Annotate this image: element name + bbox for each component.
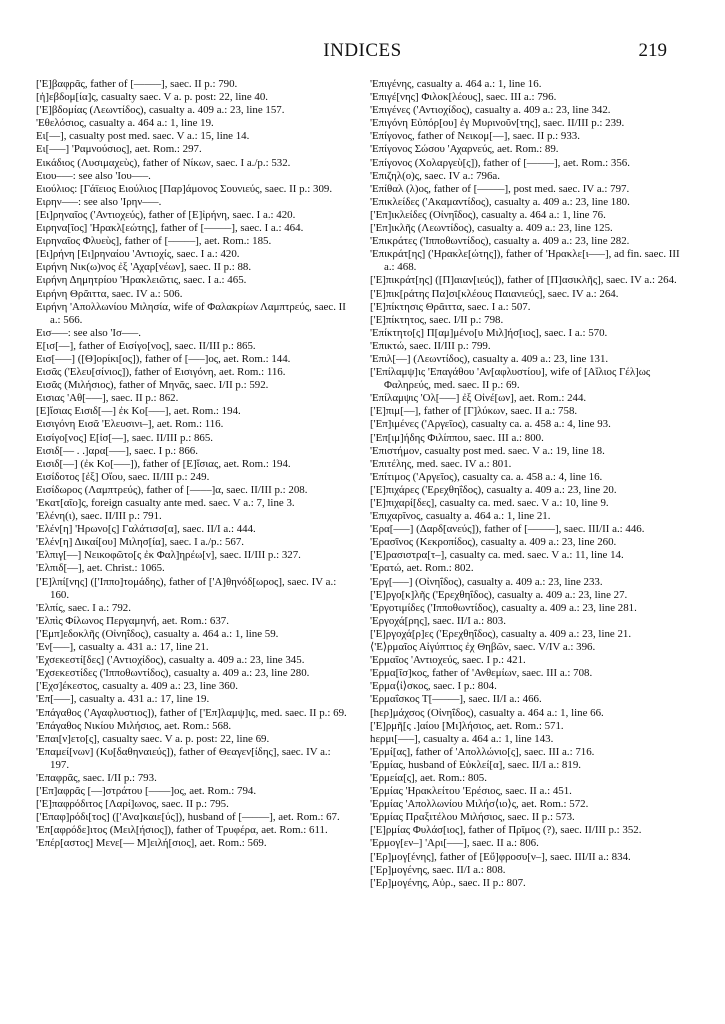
index-entry: 'Ερμαῖος 'Αντιοχεύς, saec. I p.: 421.: [370, 654, 526, 667]
index-entry: [Ε]ἴσιας Εισιδ[––] ἐκ Κο[–––], aet. Rom.: 194.: [36, 405, 241, 418]
index-entry: ['Επαφ]ρόδι[τος] (['Ανα]καιε[ύς]), husband of [–––––], aet. Rom.: 67.: [36, 811, 340, 824]
index-entry: 'Επικτώ, saec. II/III p.: 799.: [370, 339, 491, 352]
index-entry: 'Επιτέλης, med. saec. IV a.: 801.: [370, 457, 512, 470]
index-entry: [hερ]μάχσος (Οἰνηΐδος), casualty a. 464 a.: 1, line 66.: [370, 706, 604, 719]
index-entry: 'Ελπίς, saec. I a.: 792.: [36, 601, 131, 614]
index-entry: 'Εργ[–––] (Οἰνηΐδος), casualty a. 409 a.: 23, line 233.: [370, 575, 603, 588]
index-entry: 'Εθελόσιος, casualty a. 464 a.: 1, line 19.: [36, 117, 214, 130]
index-entry: 'Ελέν[η] Δικαί[ου] Μιλησ[ία], saec. I a./p.: 567.: [36, 536, 245, 549]
index-entry: 'Επιγένης, casualty a. 464 a.: 1, line 16.: [370, 78, 542, 90]
index-entry: 'Ερμα⟨ἰ⟩σκος, saec. I p.: 804.: [370, 680, 497, 693]
index-entry: ['Επίλαμψ]ις 'Επαγάθου 'Αν[αφλυστίου], wife of [Αἴλιος Γέλ]ως Φαληρεύς, med. saec. II p.: 69.: [370, 366, 651, 392]
index-entry: Ειρήνη Δημητρίου 'Ηρακλειῶτις, saec. I a.: 465.: [36, 274, 247, 287]
index-entry: 'Επιχαρῖνος, casualty a. 464 a.: 1, line 21.: [370, 510, 551, 523]
index-entry: Εισ[–––] ([Θ]ορίκι[ος]), father of [–––]ος, aet. Rom.: 144.: [36, 352, 291, 365]
index-entry: 'Επαμεί[νων] (Κυ[δαθηναιεύς]), father of Θεαγεν[ίδης], saec. IV a.: 197.: [36, 745, 331, 771]
index-entry: 'Ελπὶς Φίλωνος Περγαμηνή, aet. Rom.: 637.: [36, 614, 229, 627]
index-entry: 'Εργοχά[ρης], saec. II/I a.: 803.: [370, 614, 506, 627]
index-entry: 'Επαφρᾶς, saec. I/II p.: 793.: [36, 771, 157, 784]
index-entry: Εισιδ[–– . .]αρα[–––], saec. I p.: 866.: [36, 444, 198, 457]
index-entry: 'Επέρ[αστος] Μενε[–– Μ]ειλή[σιος], aet. Rom.: 569.: [36, 837, 267, 850]
index-entry: Εισᾶς ('Ελευ[σίνιος]), father of Εισιγόνη, aet. Rom.: 116.: [36, 366, 286, 379]
index-entry: 'Ερατώ, aet. Rom.: 802.: [370, 562, 474, 575]
index-entry: ['Ε]ργοχά[ρ]ες ('Ερεχθηΐδος), casualty a. 409 a.: 23, line 21.: [370, 627, 632, 640]
page-header: [0, 40, 725, 66]
index-entry: 'Επίκτητο[ς] Π[αμ]μένο[υ Μιλ]ήσ[ιος], saec. I a.: 570.: [370, 326, 608, 339]
index-entry: 'Επικλείδες ('Ακαμαντίδος), casualty a. 409 a.: 23, line 180.: [370, 195, 630, 208]
index-entry: 'Εχσεκεστίδες ('Ιπποθωντίδος), casualty a. 409 a.: 23, line 280.: [36, 667, 310, 680]
index-entry: 'Ερμα[ῖσ]κος, father of 'Ανθεμίων, saec. III a.: 708.: [370, 667, 593, 680]
index-entry: 'Ελέν[η] 'Ηρωνο[ς] Γαλάτισσ[α], saec. II/I a.: 444.: [36, 523, 256, 536]
index-entry: ['Ε]βαφρᾶς, father of [–––––], saec. II p.: 790.: [36, 78, 238, 90]
index-entry: ['Ε]πίκτησις Θρᾶιττα, saec. I a.: 507.: [370, 300, 531, 313]
index-entry: 'Ερμίας 'Ηρακλείτου 'Ερέσιος, saec. II a.: 451.: [370, 785, 572, 798]
running-title: INDICES: [323, 40, 402, 61]
page-number: 219: [638, 40, 667, 61]
index-entry: 'Ερασῖνος (Κεκροπίδος), casualty a. 409 a.: 23, line 260.: [370, 536, 617, 549]
index-entry: Ει[–––] 'Ραμνούσιος], aet. Rom.: 297.: [36, 143, 202, 156]
index-entry: 'Επίγονος Σώσου 'Αχαρνεύς, aet. Rom.: 89.: [370, 143, 559, 156]
index-entry: Εισίγο[νος] Ε[ἰσ[––], saec. II/III p.: 865.: [36, 431, 214, 444]
index-entry: 'Επ[–––], casualty a. 431 a.: 17, line 19.: [36, 693, 210, 706]
index-entry: ['Εμπ]εδοκλῆς (Οἰνηΐδος), casualty a. 464 a.: 1, line 59.: [36, 627, 279, 640]
index-entry: 'Επίτιμος ('Αργεῖος), casualty ca. a. 458 a.: 4, line 16.: [370, 470, 603, 483]
index-entry: 'Εχσεκεστί[δες] ('Αντιοχίδος), casualty a. 409 a.: 23, line 345.: [36, 654, 305, 667]
index-entry: 'Επικράτες ('Ιπποθωντίδος), casualty a. 409 a.: 23, line 282.: [370, 235, 630, 248]
index-entry: 'Επιγένες ('Αντιοχίδος), casualty a. 409 a.: 23, line 342.: [370, 104, 611, 117]
index-entry: 'Εργοτιμίδες ('Ιπποθωντίδος), casualty a. 409 a.: 23, line 281.: [370, 601, 637, 614]
index-entry: 'Ερμί[ας], father of 'Απολλώνιο[ς], saec. III a.: 716.: [370, 745, 595, 758]
index-entry: 'Επίλαμψις 'Ολ[–––] ἐξ Οἰνέ[ων], aet. Rom.: 244.: [370, 392, 587, 405]
index-entry: Εισίδωρος (Λαμπτρεύς), father of [––––]α, saec. II/III p.: 208.: [36, 483, 308, 496]
index-entry: 'Ερμαΐσκος Τ[–––––], saec. II/I a.: 466.: [370, 693, 542, 706]
index-entry: Εισ–––: see also 'Ισ–––.: [36, 326, 141, 339]
index-entry: ['Ε]παφρόδιτος [Λαρί]ωνος, saec. II p.: 795.: [36, 798, 229, 811]
index-entry: ['Ε]ρμίας Φυλάσ[ιος], father of Πρῖμος (?), saec. II/III p.: 352.: [370, 824, 642, 837]
index-entry: Ειούλιος: [Γάϊειος Ειούλιος [Παρ]άμονος Σουνιεύς, saec. II p.: 309.: [36, 182, 333, 195]
index-entry: 'Ερμογ[εν–] 'Αρι[–––], saec. II a.: 806.: [370, 837, 539, 850]
index-entry: 'Ερμεία[ς], aet. Rom.: 805.: [370, 771, 487, 784]
index-entry: ['Ε]πιχάρες ('Ερεχθηΐδος), casualty a. 409 a.: 23, line 20.: [370, 483, 617, 496]
index-entry: ['Ε]ρασιστρα[τ–], casualty ca. med. saec. V a.: 11, line 14.: [370, 549, 624, 562]
index-entry: Εισᾶς (Μιλήσιος), father of Μηνᾶς, saec. I/II p.: 592.: [36, 379, 269, 392]
index-entry: Ειρην–––: see also 'Ιρην–––.: [36, 195, 162, 208]
index-entry: [ἡ]εβδομ[ία]ς, casualty saec. V a. p. post: 22, line 40.: [36, 91, 268, 104]
index-entry: ['Ε]βδομίας (Λεωντίδος), casualty a. 409 a.: 23, line 157.: [36, 104, 285, 117]
index-entry: ['Ε]λπί[νης] (['Ιππο]τομάδης), father of ['Α]θηνόδ[ωρος], saec. IV a.: 160.: [36, 575, 337, 601]
index-entry: Ειου–––: see also 'Ιου–––.: [36, 169, 151, 182]
index-entry: Εικάδιος (Λυσιμαχεὺς), father of Νίκων, saec. I a./p.: 532.: [36, 156, 291, 169]
index-entry: Εισίδοτος [ἐξ] Οἴου, saec. II/III p.: 249.: [36, 470, 210, 483]
index-entry: Εισιδ[––] (ἐκ Κο[–––]), father of [Ε]ἴσιας, aet. Rom.: 194.: [36, 457, 291, 470]
index-entry: 'Επιλ[––] (Λεωντίδος), casualty a. 409 a.: 23, line 131.: [370, 352, 609, 365]
index-entry: 'Ερμίας 'Απολλωνίου Μιλήσ⟨ιο⟩ς, aet. Rom.: 572.: [370, 798, 589, 811]
index-entry: [Ει]ρήνη [Ει]ρηναίου 'Αντιοχίς, saec. I a.: 420.: [36, 248, 240, 261]
index-entry: 'Επ[αφρόδε]ιτος (Μειλ[ήσιος]), father of Τρυφέρα, aet. Rom.: 611.: [36, 824, 328, 837]
index-entry: [Ει]ρηναῖος ('Αντιοχεύς), father of [Ε]ἰρήνη, saec. I a.: 420.: [36, 208, 296, 221]
index-entry: 'Επιζηλ(ο)ς, saec. IV a.: 796a.: [370, 169, 500, 182]
index-entry: 'Επάγαθος Νικίου Μιλήσιος, aet. Rom.: 568.: [36, 719, 232, 732]
index-entry: 'Επιγέ[νης] Φιλοκ[λέους], saec. III a.: 796.: [370, 91, 557, 104]
index-entry: ['Εχσ]έκεστος, casualty a. 409 a.: 23, line 360.: [36, 680, 238, 693]
index-entry: 'Ερμίας, husband of Εὐκλεί[α], saec. II/I a.: 819.: [370, 758, 581, 771]
index-entry: ['Ερ]μογένης, saec. II/I a.: 808.: [370, 863, 506, 876]
index-entry: ['Ε]πικ[ράτης Πα]σι[κλέους Παιανιεύς], saec. IV a.: 264.: [370, 287, 619, 300]
index-entry: ['Επ[ιμ]ήδης Φιλίππου, saec. III a.: 800.: [370, 431, 544, 444]
index-column-right: [370, 78, 686, 890]
index-entry: 'Εκατ[αῖο]ς, foreign casualty ante med. saec. V a.: 7, line 3.: [36, 497, 295, 509]
index-entry: 'Επίγονος, father of Νεικομ[––], saec. II p.: 933.: [370, 130, 580, 143]
index-entry: ['Επ]ικλείδες (Οἰνηΐδος), casualty a. 464 a.: 1, line 76.: [370, 208, 606, 221]
index-entry: ['Ερ]μογ[ένης], father of [Εὔ]φροσυ[ν–], saec. III/II a.: 834.: [370, 850, 631, 863]
index-entry: ['Ε]πιχαρί[δες], casualty ca. med. saec. V a.: 10, line 9.: [370, 497, 609, 509]
index-entry: Ε[ισ[––], father of Εισίγο[νος], saec. II/III p.: 865.: [36, 339, 256, 352]
index-entry: 'Ελπιγ[––] Νεικοφῶτο[ς ἐκ Φαλ]ηρέω[ν], saec. II/III p.: 327.: [36, 549, 301, 562]
index-entry: ['Επ]ικλῆς (Λεωντίδος), casualty a. 409 a.: 23, line 125.: [370, 222, 613, 235]
index-entry: hερμι[–––], casualty a. 464 a.: 1, line 143.: [370, 732, 554, 745]
index-entry: Ειρηναῖος Φλυεὺς], father of [–––––], aet. Rom.: 185.: [36, 235, 272, 248]
index-entry: 'Επίγονος (Χολαργεὺ[ς]), father of [–––––], aet. Rom.: 356.: [370, 156, 630, 169]
index-entry: Ει[––], casualty post med. saec. V a.: 15, line 14.: [36, 130, 250, 143]
index-entry: ['Ε]ργο[κ]λῆς ('Ερεχθηΐδος), casualty a. 409 a.: 23, line 27.: [370, 588, 628, 601]
index-entry: ['Επ]ιμένες ('Αργεῖος), casualty ca. a. 458 a.: 4, line 93.: [370, 418, 611, 431]
index-entry: Ειρήνη Θρᾶιττα, saec. IV a.: 506.: [36, 287, 183, 300]
index-column-left: [36, 78, 352, 851]
index-entry: Εισιγόνη Εισᾶ 'Ελευσινι–], aet. Rom.: 116.: [36, 418, 224, 431]
index-entry: 'Επιστήμον, casualty post med. saec. V a.: 19, line 18.: [370, 444, 605, 457]
index-entry: 'Επίθαλ (λ)ος, father of [–––––], post med. saec. IV a.: 797.: [370, 182, 630, 195]
index-entry: 'Επάγαθος ('Αγαφλυστιος]), father of ['Επ]λαμψ]ις, med. saec. II p.: 69.: [36, 706, 347, 719]
index-entry: Ειρήνη Νικ(ω)νος ἐξ 'Αχαρ[νέων], saec. II p.: 88.: [36, 261, 252, 274]
index-entry: ['Ε]ρμῆ[ς .]αίου [Μι]λήσιος, aet. Rom.: 571.: [370, 719, 564, 732]
index-entry: ['Ε]πιμ[––], father of [Γ]λύκων, saec. II a.: 758.: [370, 405, 578, 418]
index-entry: Ειρηνα[ῖος] 'Ηρακλ[εώτης], father of [–––––], saec. I a.: 464.: [36, 222, 304, 235]
index-entry: Εισιας 'Αθ[–––], saec. II p.: 862.: [36, 392, 179, 405]
index-entry: 'Επιγόνη Εὐπόρ[ου] ἐγ Μυρινοῦν[της], saec. II/III p.: 239.: [370, 117, 625, 130]
index-entry: ['Επ]αφρᾶς [––]στράτου [––––]ος, aet. Rom.: 794.: [36, 785, 257, 798]
index-entry: 'Ερα[–––] (Δαρδ[ανεύς]), father of [–––––], saec. III/II a.: 446.: [370, 523, 645, 536]
index-entry: ⟨'Ε⟩ρμαῖος Αἰγύπτιος ἐχ Θηβῶν, saec. V/IV a.: 396.: [370, 641, 596, 654]
index-entry: 'Επικράτ[ης] ('Ηρακλε[ώτης]), father of 'Ηρακλε[ι–––], ad fin. saec. III a.: 468.: [370, 248, 680, 274]
index-entry: 'Ελπιδ[––], aet. Christ.: 1065.: [36, 562, 165, 575]
index-entry: 'Επαι[ν]ετο[ς], casualty saec. V a. p. post: 22, line 69.: [36, 732, 270, 745]
index-entry: 'Ερμίας Πραξιτέλου Μιλήσιος, saec. II p.: 573.: [370, 811, 575, 824]
index-entry: Ειρήνη 'Απολλωνίου Μιλησία, wife of Φαλακρίων Λαμπτρεύς, saec. II a.: 566.: [36, 300, 346, 326]
index-entry: ['Ε]πικράτ[ης] ([Π]αιαν[ιεύς]), father of [Π]ασικλῆς], saec. IV a.: 264.: [370, 274, 677, 287]
index-entry: ['Ερ]μογένης, Αὐρ., saec. II p.: 807.: [370, 876, 526, 889]
index-entry: 'Εν[–––], casualty a. 431 a.: 17, line 21.: [36, 641, 209, 654]
index-entry: ['Ε]πίκτητος, saec. I/II p.: 798.: [370, 313, 504, 326]
index-entry: 'Ελένη(ι), saec. II/III p.: 791.: [36, 510, 162, 523]
